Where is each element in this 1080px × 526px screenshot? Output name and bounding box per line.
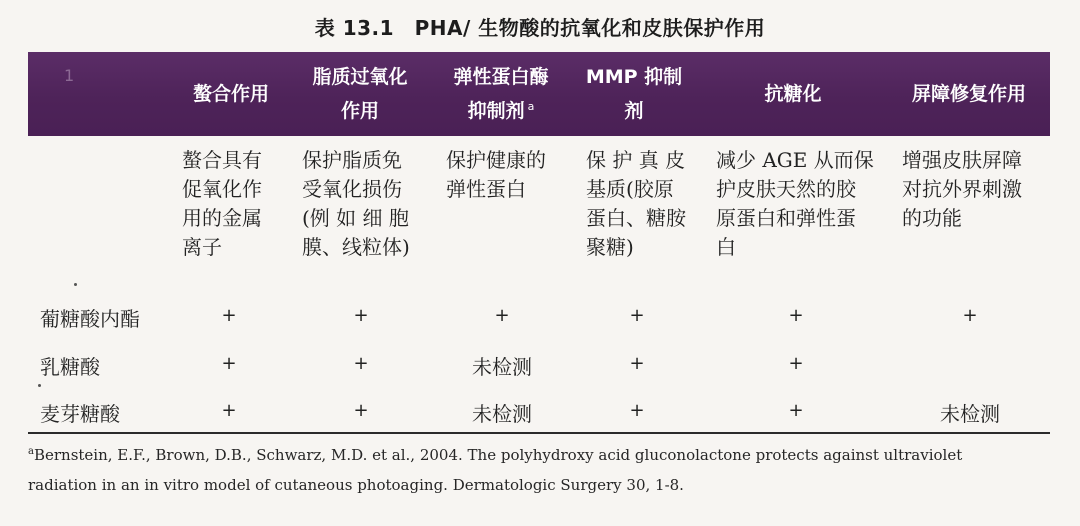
table-cell: + [221,353,237,374]
column-header-barrier-repair [894,52,1044,136]
table-footnote [28,440,1058,500]
table-cell: + [494,305,510,326]
scan-speck [74,283,77,286]
table-cell: 未检测 [472,355,532,379]
table-cell: + [788,353,804,374]
description-cell: 增强皮肤屏障 对抗外界刺激 的功能 [902,148,1022,230]
table-cell: + [353,353,369,374]
column-header-elastase-inhibitor [436,52,566,136]
column-header-chelation [176,52,286,136]
column-header-label: 脂质过氧化 作用 [312,66,408,122]
table-cell: + [788,305,804,326]
footnote-marker: a [527,99,535,113]
row-label-gluconolactone: 葡糖酸内酯 [40,307,140,331]
table-cell: + [962,305,978,326]
column-header-label: 抗糖化 [764,83,822,105]
table-bottom-rule [28,432,1050,434]
footnote-marker: a [28,446,34,457]
column-header-text: 弹性蛋白酶 抑制剂 [453,66,549,122]
description-cell: 减少 AGE 从而保 护皮肤天然的胶 原蛋白和弹性蛋 白 [716,148,874,259]
footnote-line-1 [28,440,1058,470]
row-label-maltobionic-acid: 麦芽糖酸 [40,402,120,426]
description-cell: 保护脂质免 受氧化损伤 (例 如 细 胞 膜、线粒体) [302,148,410,259]
footnote-line-2: radiation in an in vitro model of cutaneous photoaging. Dermatologic Surgery 30, 1-8. [28,476,684,494]
description-cell: 保护健康的 弹性蛋白 [446,148,546,201]
description-cell: 螯合具有 促氧化作 用的金属 离子 [182,148,262,259]
column-header-lipid-peroxidation [296,52,424,136]
table-cell: 未检测 [940,402,1000,426]
table-cell: 未检测 [472,402,532,426]
column-header-anti-glycation [728,52,858,136]
table-header-band [28,52,1050,136]
footnote-text: Bernstein, E.F., Brown, D.B., Schwarz, M.D. et al., 2004. The polyhydroxy acid gluconolactone protects against ultraviolet [33,446,963,464]
table-cell: + [221,305,237,326]
table-title: 表 13.1 PHA/ 生物酸的抗氧化和皮肤保护作用 [314,16,766,40]
table-cell: + [353,400,369,421]
column-header-label: 屏障修复作用 [911,83,1026,105]
scan-speck [38,384,41,387]
column-header-label: MMP 抑制 剂 [585,66,683,122]
column-header-mmp-inhibitor [574,52,694,136]
header-corner-mark: 1 [64,66,75,85]
table-cell: + [221,400,237,421]
table-cell: + [788,400,804,421]
column-header-label: 螯合作用 [192,83,269,105]
table-cell: + [629,400,645,421]
column-header-label [453,60,548,128]
table-cell: + [629,353,645,374]
description-cell: 保 护 真 皮 基质(胶原 蛋白、糖胺 聚糖) [586,148,686,259]
table-cell: + [629,305,645,326]
table-cell: + [353,305,369,326]
row-label-lactobionic-acid: 乳糖酸 [40,355,100,379]
